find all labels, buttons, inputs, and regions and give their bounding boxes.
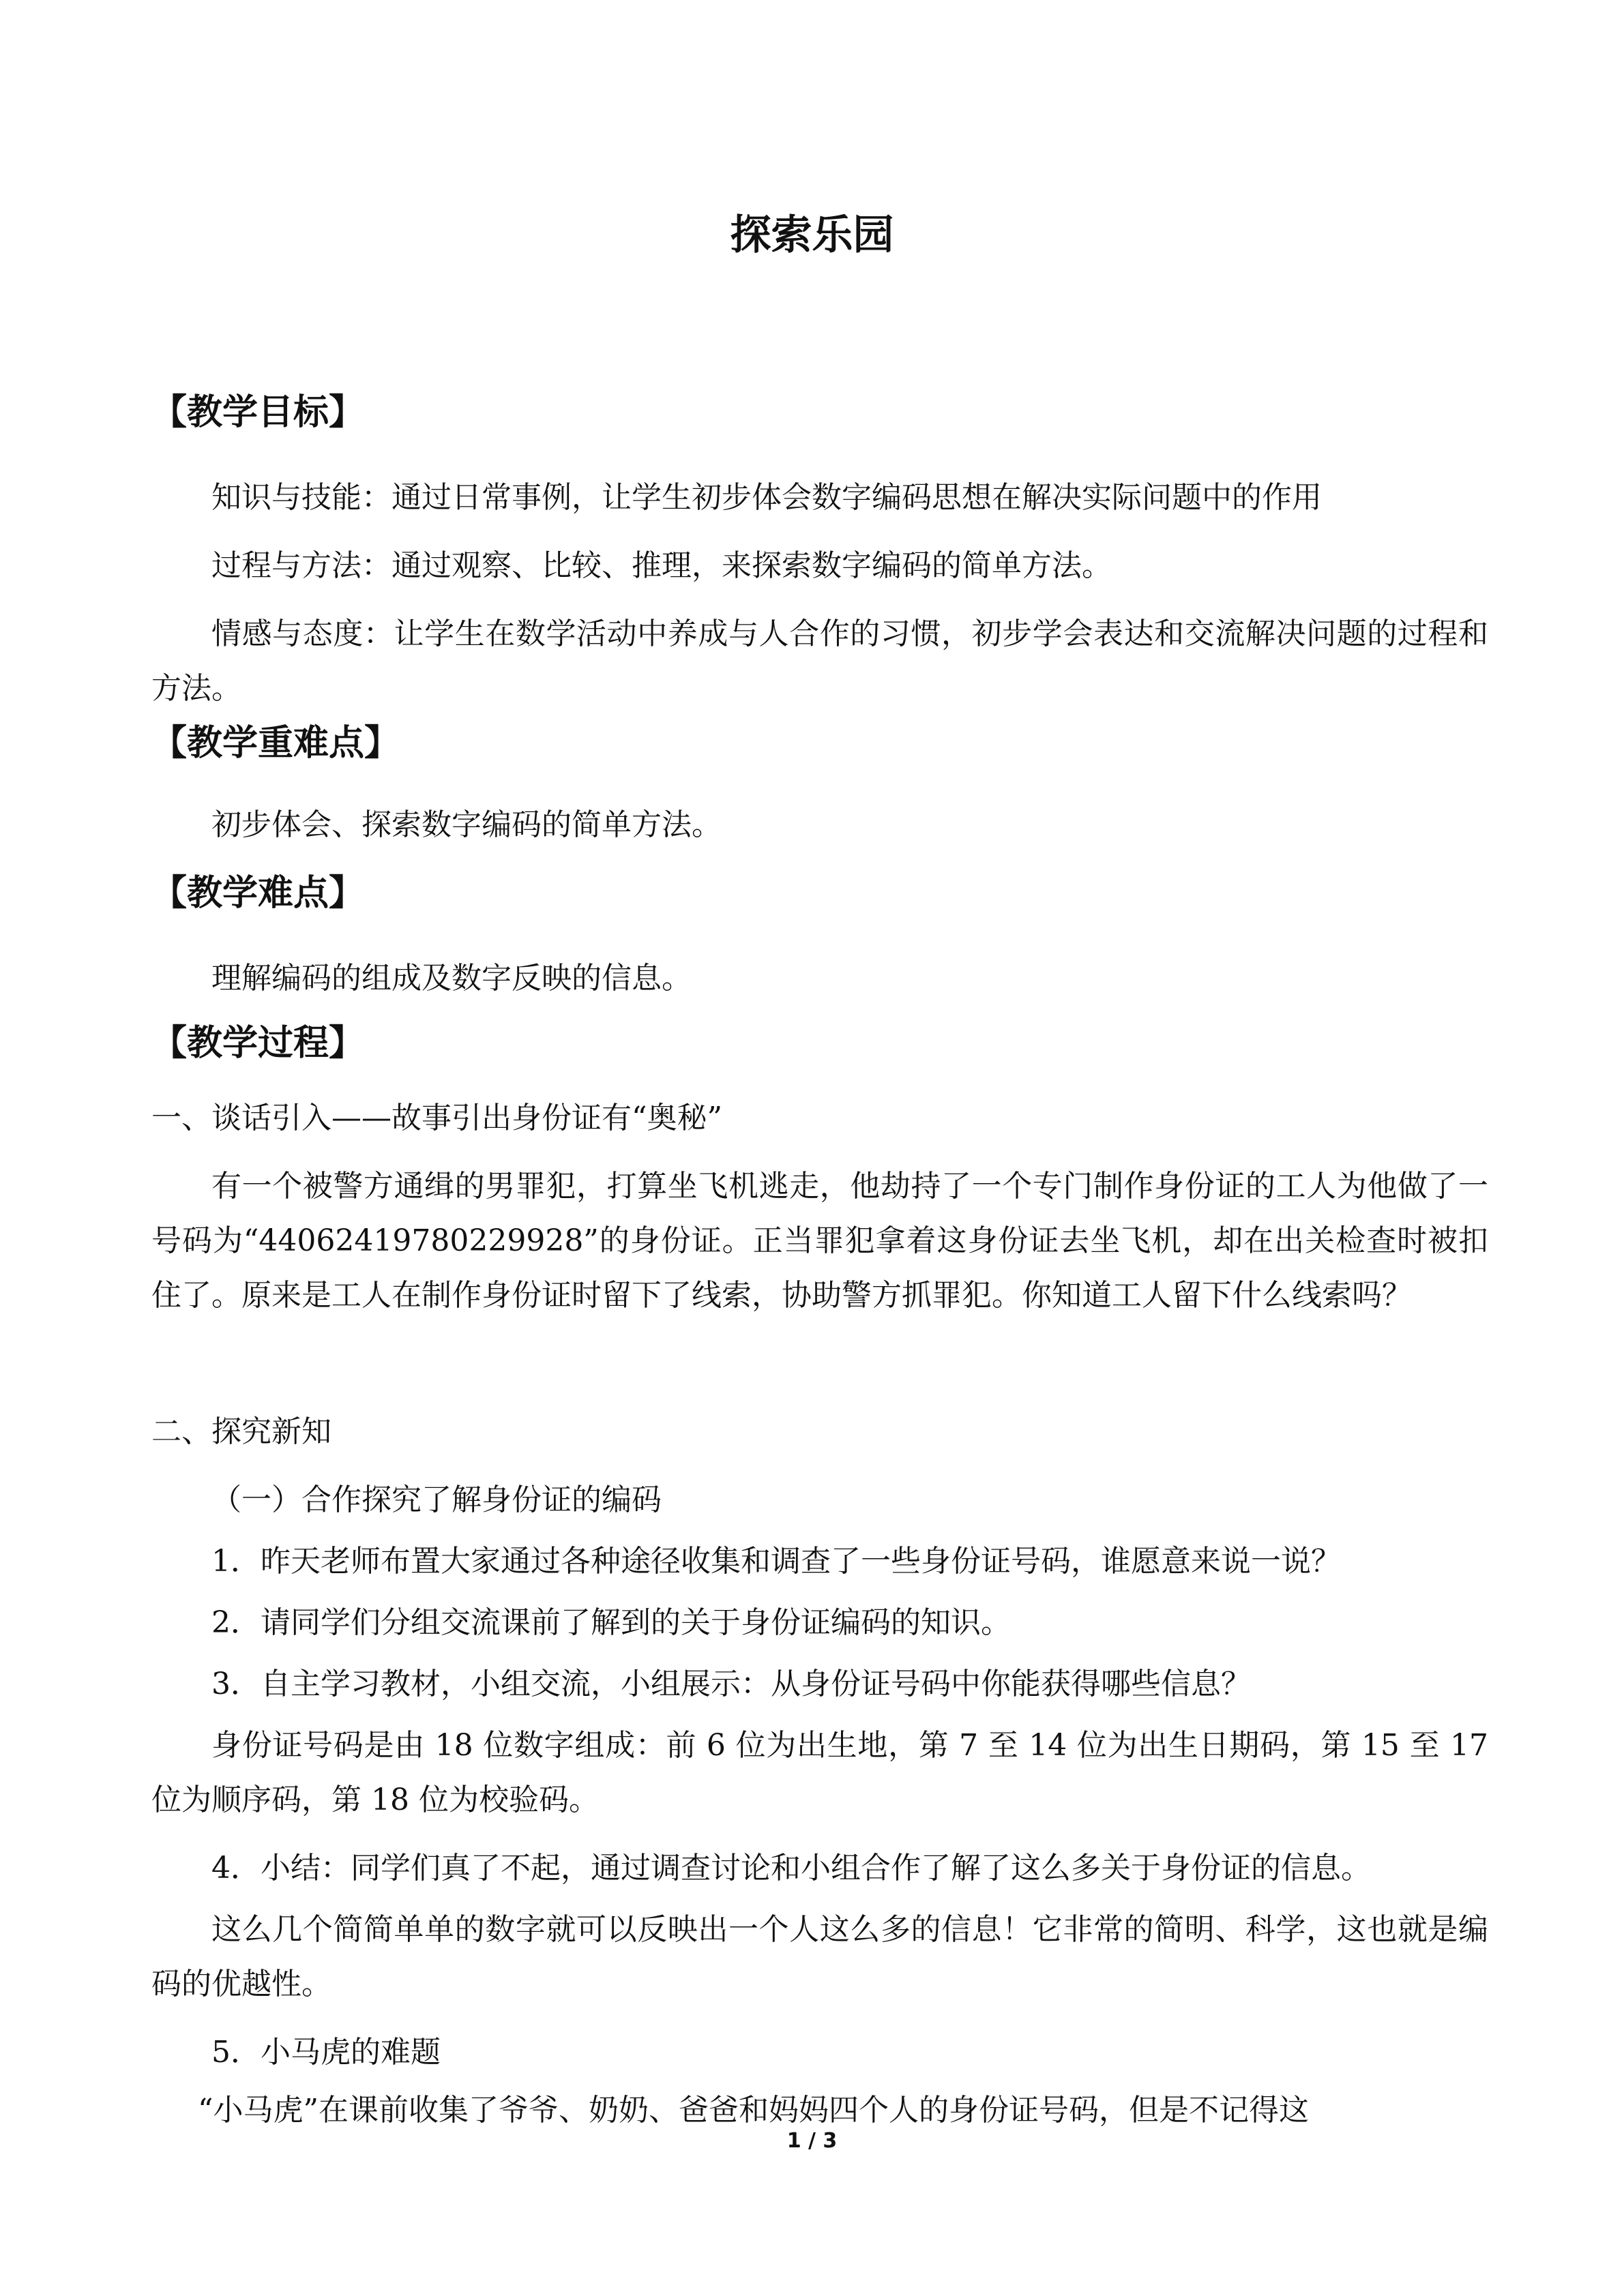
list-item-1: 1．昨天老师布置大家通过各种途径收集和调查了一些身份证号码，谁愿意来说一说？: [211, 1544, 1341, 1579]
summary-text: 这么几个简简单单的数字就可以反映出一个人这么多的信息！它非常的简明、科学，这也就是编码的优越性。: [151, 1912, 1488, 2001]
goal-process: 过程与方法：通过观察、比较、推理，来探索数字编码的简单方法。: [211, 548, 1112, 583]
list-item-4: 4．小结：同学们真了不起，通过调查讨论和小组合作了解了这么多关于身份证的信息。: [211, 1851, 1371, 1885]
list-item-3: 3．自主学习教材，小组交流，小组展示：从身份证号码中你能获得哪些信息？: [211, 1667, 1251, 1701]
part2-title: 二、探究新知: [151, 1414, 331, 1449]
heading-key-points: 【教学重难点】: [151, 723, 400, 764]
sub1-title: （一）合作探究了解身份证的编码: [211, 1482, 662, 1517]
part1-title: 一、谈话引入——故事引出身份证有“奥秘”: [151, 1101, 722, 1135]
heading-teaching-goals: 【教学目标】: [151, 392, 365, 433]
part1-story: 有一个被警方通缉的男罪犯，打算坐飞机逃走，他劫持了一个专门制作身份证的工人为他做了一号码为“44062419780229928”的身份证。正当罪犯拿着这身份证去坐飞机，却在出关检查时被扣住了。原来是工人在制作身份证时留下了线索，协助警方抓罪犯。你知道工人留下什么线索吗？: [151, 1169, 1488, 1313]
heading-difficulties: 【教学难点】: [151, 873, 365, 914]
id-info: 身份证号码是由 18 位数字组成：前 6 位为出生地，第 7 至 14 位为出生日期码，第 15 至 17 位为顺序码，第 18 位为校验码。: [151, 1728, 1488, 1817]
heading-teaching-process: 【教学过程】: [151, 1023, 365, 1064]
list-item-2: 2．请同学们分组交流课前了解到的关于身份证编码的知识。: [211, 1605, 1011, 1640]
page-number: 1 / 3: [786, 2129, 838, 2153]
list-item-5: 5．小马虎的难题: [211, 2035, 441, 2070]
difficulties-text: 理解编码的组成及数字反映的信息。: [211, 961, 692, 996]
key-points-text: 初步体会、探索数字编码的简单方法。: [211, 807, 722, 842]
goal-knowledge: 知识与技能：通过日常事例，让学生初步体会数字编码思想在解决实际问题中的作用: [211, 480, 1322, 515]
document-title: 探索乐园: [730, 211, 894, 259]
goal-emotion: 情感与态度：让学生在数学活动中养成与人合作的习惯，初步学会表达和交流解决问题的过程和方法。: [151, 616, 1488, 706]
list-item-5-text: “小马虎”在课前收集了爷爷、奶奶、爸爸和妈妈四个人的身份证号码，但是不记得这: [198, 2093, 1309, 2128]
